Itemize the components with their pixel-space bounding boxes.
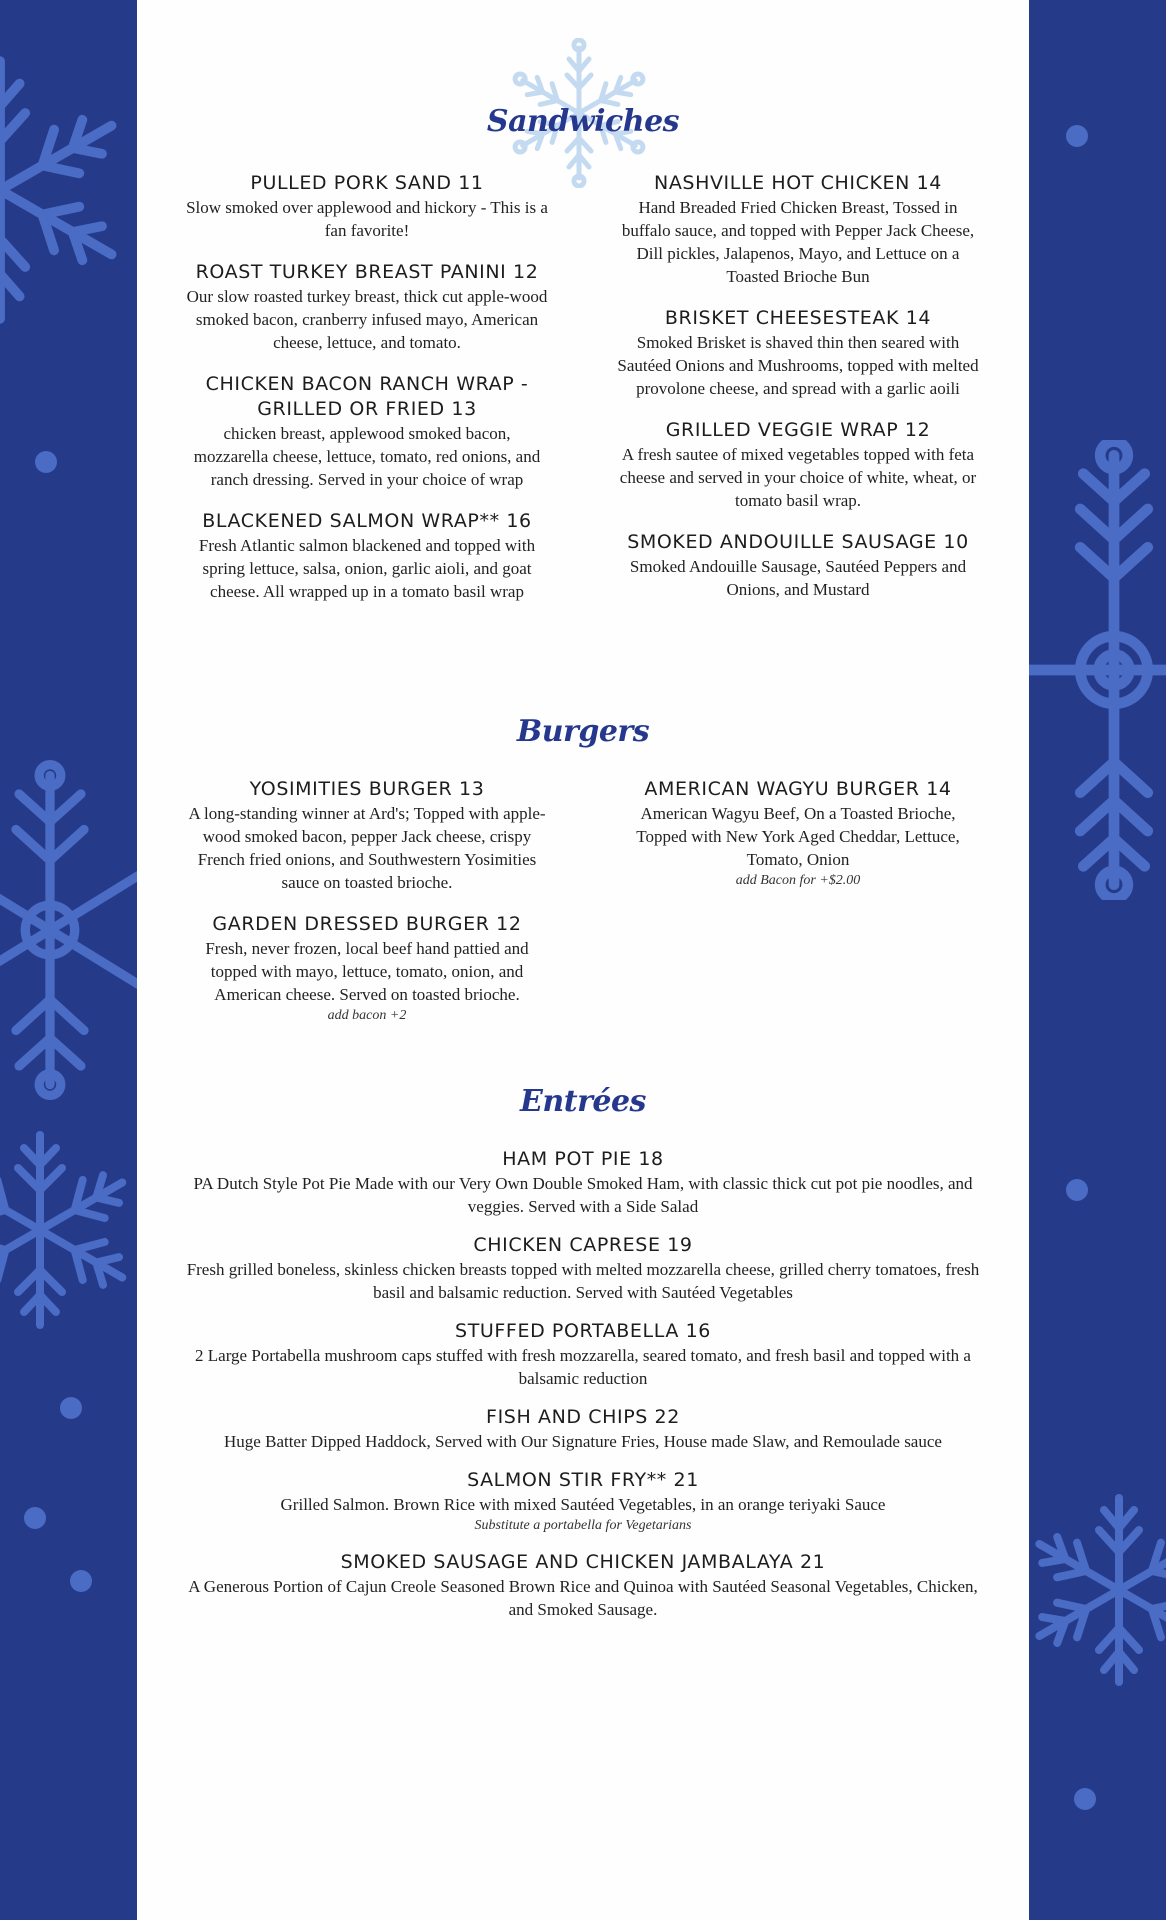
item-name: CHICKEN CAPRESE 19 [473, 1234, 693, 1256]
menu-page [137, 0, 1029, 1920]
burgers-title: Burgers [516, 714, 650, 749]
item-description: A Generous Portion of Cajun Creole Seasoned Brown Rice and Quinoa with Sautéed Seasonal Vegetables, Chicken, and Smoked Sausage. [188, 1577, 978, 1619]
item-description: chicken breast, applewood smoked bacon, mozzarella cheese, lettuce, tomato, red onions, and ranch dressing. Served in your choice of wrap [193, 424, 541, 489]
menu-item [185, 509, 549, 603]
menu-item [615, 306, 981, 400]
menu-item [185, 777, 549, 894]
snowflake-icon [1029, 1490, 1166, 1690]
item-name: BRISKET CHEESESTEAK 14 [664, 307, 932, 329]
menu-item [185, 260, 549, 354]
item-name: GARDEN DRESSED BURGER 12 [212, 913, 522, 935]
item-description: 2 Large Portabella mushroom caps stuffed with fresh mozzarella, seared tomato, and fresh basil and topped with a balsamic reduction [195, 1346, 971, 1388]
item-name: SALMON STIR FRY** 21 [467, 1469, 699, 1491]
item-name: AMERICAN WAGYU BURGER 14 [644, 778, 952, 800]
dot-icon [23, 1506, 47, 1530]
item-name: FISH AND CHIPS 22 [486, 1406, 680, 1428]
dot-icon [69, 1569, 93, 1593]
item-description: American Wagyu Beef, On a Toasted Brioche, Topped with New York Aged Cheddar, Lettuce, Tomato, Onion [636, 804, 960, 869]
item-description: Fresh grilled boneless, skinless chicken breasts topped with melted mozzarella cheese, grilled cherry tomatoes, fresh basil and balsamic reduction. Served with Sautéed Vegetables [186, 1260, 980, 1302]
item-note: add bacon +2 [327, 1008, 407, 1023]
item-note: add Bacon for +$2.00 [735, 873, 861, 888]
sandwiches-right-column [615, 171, 981, 619]
menu-item [183, 1550, 983, 1621]
menu-item [185, 912, 549, 1025]
item-name: BLACKENED SALMON WRAP** 16 [202, 510, 532, 532]
burgers-left-column [185, 777, 549, 1043]
menu-item [183, 1319, 983, 1390]
item-name: ROAST TURKEY BREAST PANINI 12 [195, 261, 539, 283]
dot-icon [59, 1396, 83, 1420]
menu-item [615, 530, 981, 601]
menu-item [183, 1147, 983, 1218]
item-description: Slow smoked over applewood and hickory - This is a fan favorite! [186, 198, 548, 240]
dot-icon [1073, 1787, 1097, 1811]
item-description: Hand Breaded Fried Chicken Breast, Tossed in buffalo sauce, and topped with Pepper Jack Cheese, Dill pickles, Jalapenos, Mayo, and Lettuce on a Toasted Brioche Bun [621, 198, 975, 286]
item-name: SMOKED SAUSAGE AND CHICKEN JAMBALAYA 21 [340, 1551, 826, 1573]
item-name: NASHVILLE HOT CHICKEN 14 [654, 172, 942, 194]
item-description: Smoked Brisket is shaved thin then seared with Sautéed Onions and Mushrooms, topped with melted provolone cheese, and spread with a garlic aoili [617, 333, 979, 398]
sandwiches-left-column [185, 171, 549, 621]
menu-item [615, 171, 981, 288]
sandwiches-title: Sandwiches [486, 104, 680, 139]
item-name: HAM POT PIE 18 [502, 1148, 664, 1170]
left-border-decoration [0, 0, 137, 1920]
item-name: STUFFED PORTABELLA 16 [455, 1320, 711, 1342]
item-name: PULLED PORK SAND 11 [250, 172, 484, 194]
item-description: PA Dutch Style Pot Pie Made with our Very Own Double Smoked Ham, with classic thick cut pot pie noodles, and veggies. Served with a Side Salad [193, 1174, 973, 1216]
item-description: Fresh, never frozen, local beef hand pattied and topped with mayo, lettuce, tomato, onion, and American cheese. Served on toasted brioche. [205, 939, 529, 1004]
burgers-right-column [615, 777, 981, 908]
dot-icon [34, 450, 58, 474]
item-description: Our slow roasted turkey breast, thick cut apple-wood smoked bacon, cranberry infused mayo, American cheese, lettuce, and tomato. [186, 287, 548, 352]
snowflake-icon [1029, 440, 1166, 900]
item-name: YOSIMITIES BURGER 13 [249, 778, 485, 800]
right-border-decoration [1029, 0, 1166, 1920]
item-description: A fresh sautee of mixed vegetables topped with feta cheese and served in your choice of white, wheat, or tomato basil wrap. [619, 445, 977, 510]
item-description: Smoked Andouille Sausage, Sautéed Peppers and Onions, and Mustard [629, 557, 967, 599]
snowflake-icon [0, 50, 137, 330]
menu-item [615, 777, 981, 890]
item-description: Fresh Atlantic salmon blackened and topped with spring lettuce, salsa, onion, garlic aioli, and goat cheese. All wrapped up in a tomato basil wrap [198, 536, 536, 601]
item-name: SMOKED ANDOUILLE SAUSAGE 10 [627, 531, 969, 553]
snowflake-icon [0, 1120, 137, 1340]
entrees-column [183, 1147, 983, 1639]
entrees-title: Entrées [520, 1084, 646, 1119]
menu-item [183, 1468, 983, 1535]
item-description: Grilled Salmon. Brown Rice with mixed Sautéed Vegetables, in an orange teriyaki Sauce [280, 1495, 886, 1514]
menu-item [185, 171, 549, 242]
item-description: Huge Batter Dipped Haddock, Served with Our Signature Fries, House made Slaw, and Remoulade sauce [224, 1432, 942, 1451]
item-description: A long-standing winner at Ard's; Topped with apple-wood smoked bacon, pepper Jack cheese, crispy French fried onions, and Southwestern Yosimities sauce on toasted brioche. [188, 804, 546, 892]
menu-item [183, 1233, 983, 1304]
menu-item [185, 372, 549, 491]
dot-icon [1065, 1178, 1089, 1202]
item-name: CHICKEN BACON RANCH WRAP - GRILLED OR FRIED 13 [205, 373, 529, 420]
snowflake-icon [0, 760, 137, 1100]
dot-icon [1065, 124, 1089, 148]
menu-item [615, 418, 981, 512]
item-name: GRILLED VEGGIE WRAP 12 [665, 419, 931, 441]
item-note: Substitute a portabella for Vegetarians [474, 1518, 692, 1533]
menu-item [183, 1405, 983, 1453]
